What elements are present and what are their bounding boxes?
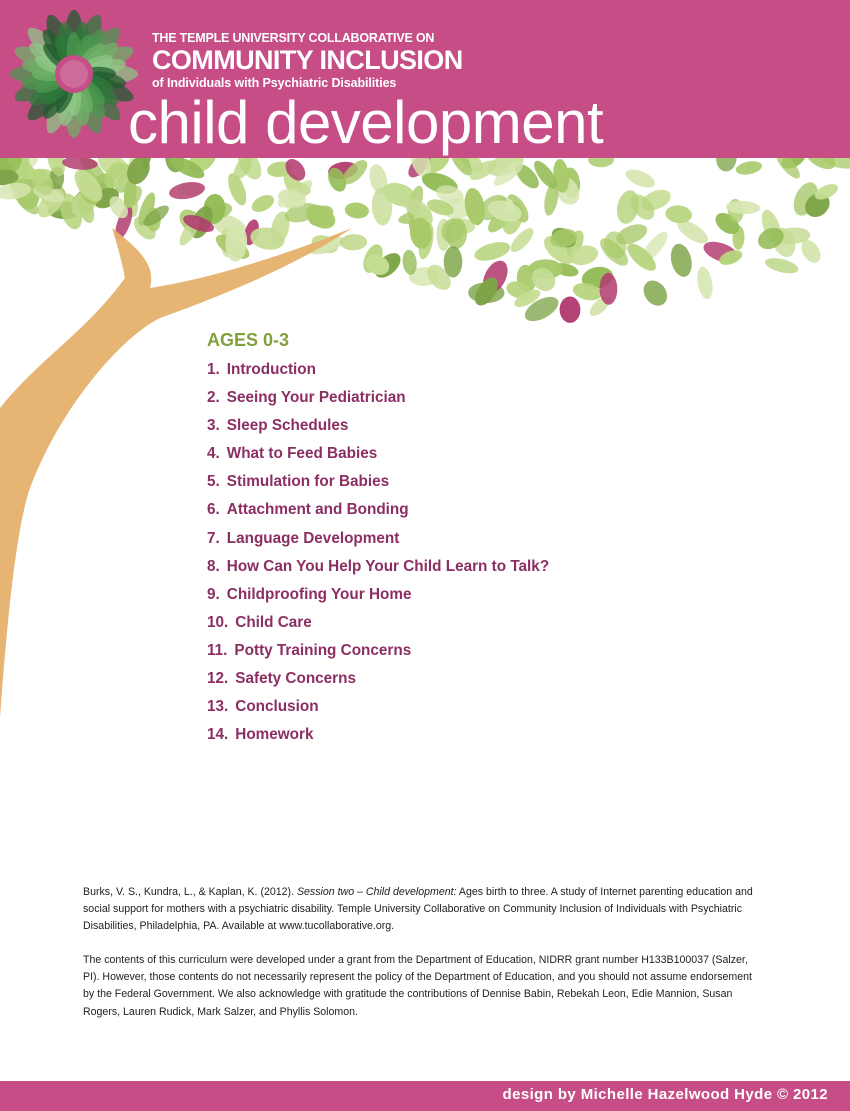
toc-item: [207, 640, 549, 668]
toc-item-number: 5.: [207, 473, 220, 491]
toc-item: [207, 471, 549, 499]
grant-disclaimer: The contents of this curriculum were developed under a grant from the Department of Education, NIDRR grant number H133B100037 (Salzer, PI). However, those contents do not necessarily represent the policy of the Department of Education, and you should not assume endorsement by the Federal Government. We also acknowledge with gratitude the contributions of Dennise Babin, Rebekah Leon, Edie Mannion, Susan Rogers, Lauren Rudick, Mark Salzer, and Phyllis Solomon.: [83, 954, 752, 1018]
citation-rest: Ages birth to three. A study of Internet parenting education and social support for mothers with a psychiatric disability. Temple University Collaborative on Community Inclusion of Individuals with Psychiatric Disabilities, Philadelphia, PA. Available at www.tucollaborative.org.: [83, 886, 753, 933]
toc-item-label: Sleep Schedules: [226, 417, 349, 435]
citation-title: Session two – Child development:: [296, 886, 457, 898]
toc-item-number: 7.: [207, 529, 220, 547]
toc-item: [207, 724, 549, 752]
flower-logo-icon: [8, 8, 140, 140]
toc-item-label: Stimulation for Babies: [226, 473, 390, 491]
toc-item-label: Homework: [235, 726, 314, 744]
table-of-contents: [207, 359, 549, 752]
toc-item-number: 6.: [207, 501, 220, 519]
footer-bar: [0, 1081, 850, 1111]
org-line-3: of Individuals with Psychiatric Disabilities: [152, 76, 397, 90]
toc-item: [207, 415, 549, 443]
toc-item: [207, 556, 549, 584]
toc-item-label: Childproofing Your Home: [226, 585, 412, 603]
toc-item-number: 4.: [207, 445, 220, 463]
toc-item-label: How Can You Help Your Child Learn to Talk?: [226, 557, 550, 575]
toc-item-label: Introduction: [226, 361, 316, 378]
toc-item-label: Conclusion: [235, 698, 319, 716]
toc-item-label: What to Feed Babies: [226, 445, 378, 463]
toc-item: [207, 387, 549, 415]
toc-item-label: Child Care: [235, 613, 312, 631]
citation-authors: Burks, V. S., Kundra, L., & Kaplan, K. (2012).: [83, 886, 297, 898]
toc-item-number: 2.: [207, 389, 220, 407]
toc-item: [207, 612, 549, 640]
toc-item-number: 3.: [207, 417, 220, 435]
toc-item-label: Seeing Your Pediatrician: [226, 389, 406, 407]
toc-item: [207, 499, 549, 527]
toc-item-label: Safety Concerns: [235, 670, 356, 688]
page-title: child development: [128, 89, 604, 156]
section-heading: AGES 0-3: [207, 330, 290, 350]
toc-item: [207, 584, 549, 612]
citation: [83, 884, 763, 936]
toc-item-number: 11.: [207, 641, 228, 659]
toc-item-label: Potty Training Concerns: [234, 641, 412, 659]
toc-item: [207, 359, 549, 387]
toc-item-number: 10.: [207, 613, 229, 631]
header-banner: [0, 0, 850, 158]
toc-item-label: Attachment and Bonding: [226, 501, 409, 519]
toc-item-number: 8.: [207, 557, 220, 575]
toc-item: [207, 668, 549, 696]
org-line-2: COMMUNITY INCLUSION: [152, 45, 463, 75]
toc-item: [207, 696, 549, 724]
toc-item-label: Language Development: [226, 529, 400, 547]
toc-item: [207, 443, 549, 471]
design-credit: design by Michelle Hazelwood Hyde © 2012: [502, 1086, 828, 1103]
toc-item-number: 13.: [207, 698, 229, 716]
toc-item-number: 14.: [207, 726, 229, 744]
toc-item-number: 1.: [207, 361, 220, 378]
org-line-1: THE TEMPLE UNIVERSITY COLLABORATIVE ON: [152, 31, 435, 45]
toc-item-number: 9.: [207, 585, 220, 603]
toc-item: [207, 528, 549, 556]
toc-item-number: 12.: [207, 670, 229, 688]
